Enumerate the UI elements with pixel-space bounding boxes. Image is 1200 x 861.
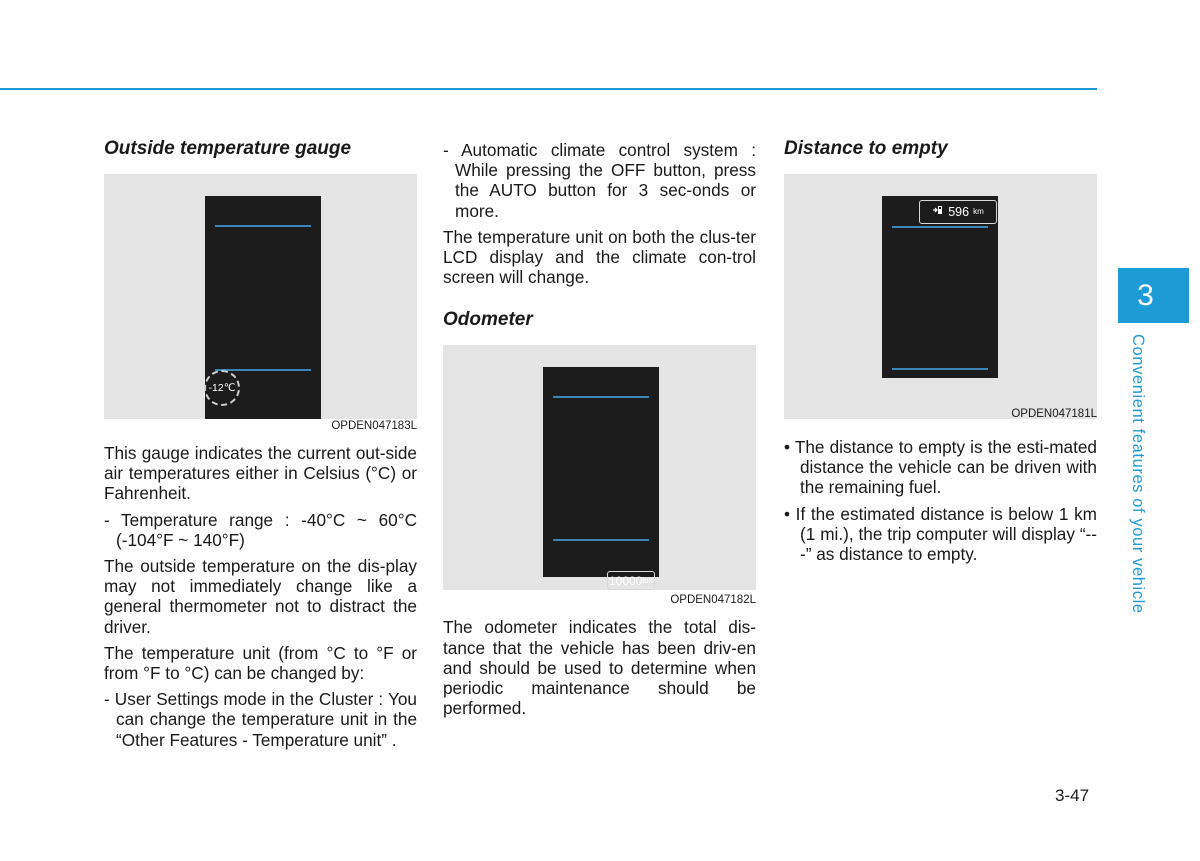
chapter-number: 3	[1137, 278, 1154, 312]
distance-to-empty-figure	[784, 174, 1097, 419]
column-2	[443, 140, 756, 724]
page-number: 3-47	[1055, 786, 1090, 805]
column-1	[104, 138, 417, 756]
odometer-badge	[607, 571, 655, 590]
figure-code: OPDEN047183L	[331, 420, 417, 432]
fuel-pump-icon	[932, 202, 944, 222]
distance-unit: km	[973, 206, 984, 216]
screen-line-bottom	[892, 368, 988, 370]
odometer-unit: km	[642, 575, 654, 585]
chapter-tab	[1118, 268, 1189, 323]
user-settings-item: - User Settings mode in the Cluster : You can change the temperature unit in the “Other Features - Temperature unit” .	[104, 689, 417, 750]
paragraph: The odometer indicates the total dis-tance that the vehicle has been driv-en and should be used to determine when periodic maintenance should be performed.	[443, 617, 756, 719]
screen-line-top	[215, 225, 311, 227]
column-3	[784, 138, 1097, 570]
screen-line-top	[892, 226, 988, 228]
odometer-heading: Odometer	[443, 309, 533, 331]
temperature-range-item: - Temperature range : -40°C ~ 60°C (-104°F ~ 140°F)	[104, 509, 417, 550]
chapter-title: Convenient features of your vehicle	[1129, 334, 1147, 614]
paragraph: The temperature unit (from °C to °F or from °F to °C) can be changed by:	[104, 642, 417, 684]
bullet-item: • If the estimated distance is below 1 km (1 mi.), the trip computer will display “---” as distance to empty.	[784, 503, 1097, 565]
distance-value: 596	[948, 204, 970, 219]
screen-line-bottom	[553, 539, 649, 541]
paragraph: This gauge indicates the current out-side air temperatures either in Celsius (°C) or Fahrenheit.	[104, 443, 417, 504]
cluster-screen	[543, 367, 659, 588]
screen-line-top	[553, 396, 649, 398]
cluster-screen	[882, 196, 998, 378]
paragraph: The outside temperature on the dis-play may not immediately change like a general thermometer not to distract the driver.	[104, 556, 417, 637]
figure-code: OPDEN047181L	[1011, 408, 1097, 420]
temperature-badge: -12℃	[204, 370, 240, 406]
figure-code: OPDEN047182L	[670, 594, 756, 607]
odometer-figure	[443, 345, 756, 590]
odometer-value: 10000	[608, 573, 643, 588]
top-rule	[0, 88, 1097, 90]
distance-to-empty-heading: Distance to empty	[784, 138, 948, 159]
outside-temperature-figure	[104, 174, 417, 419]
distance-badge	[919, 200, 997, 224]
paragraph: The temperature unit on both the clus-ter LCD display and the climate con-trol screen will change.	[443, 226, 756, 288]
climate-control-item: - Automatic climate control system : While pressing the OFF button, press the AUTO button for 3 sec-onds or more.	[443, 140, 756, 221]
outside-temperature-heading: Outside temperature gauge	[104, 138, 352, 159]
bullet-item: • The distance to empty is the esti-mated distance the vehicle can be driven with the remaining fuel.	[784, 437, 1097, 498]
